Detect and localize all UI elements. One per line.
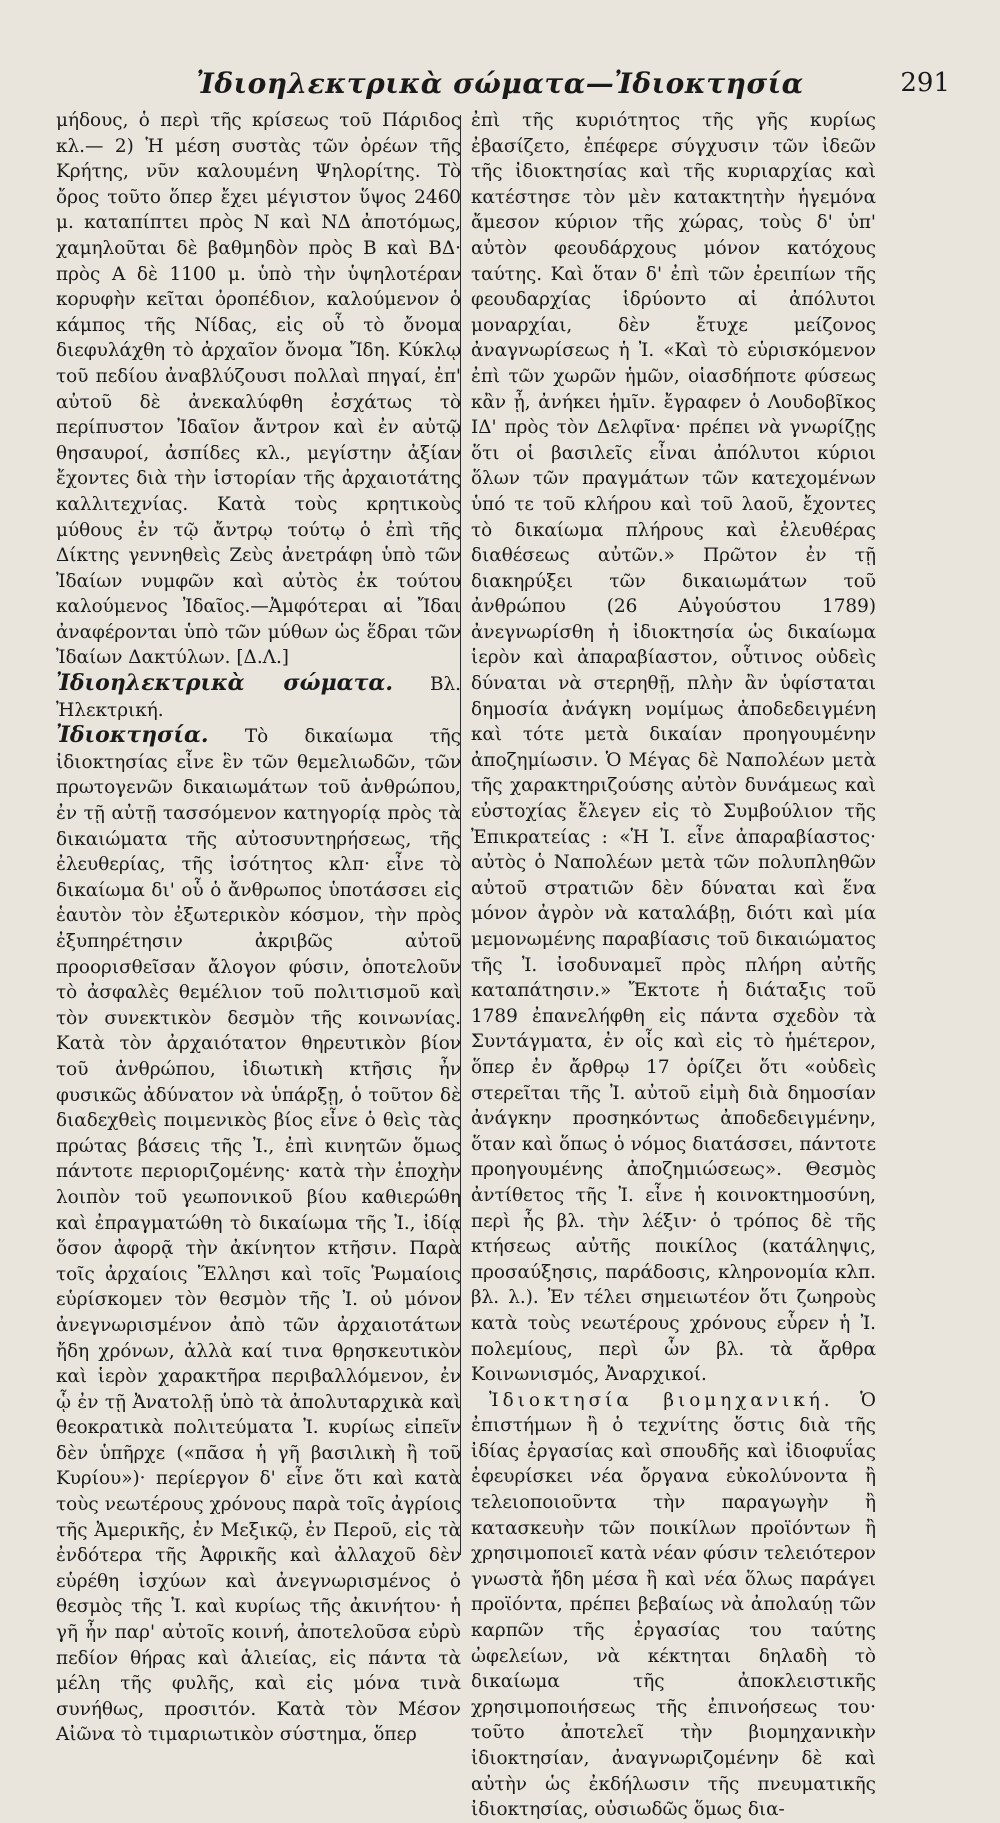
- page-header: [40, 52, 960, 100]
- headword: Ἰδιοκτησία.: [56, 722, 209, 749]
- paragraph-text: Βλ. Ἠλεκτρική.: [56, 674, 461, 721]
- entry-idioktisia-continuation: [471, 108, 876, 1388]
- paragraph-text: Τὸ δικαίωμα τῆς ἰδιοκτησίας εἶνε ἓν τῶν θεμελιωδῶν, τῶν πρωτογενῶν δικαιωμάτων τοῦ ἀνθρώπου, ἐν τῇ αὐτῇ τασσόμενον κατηγορίᾳ πρὸς τὰ δικαιώματα τῆς αὐτοσυντηρήσεως, τῆς ἐλευθερίας, τῆς ἰσότητος κλπ· εἶνε τὸ δικαίωμα δι' οὗ ὁ ἄνθρωπος ὑποτάσσει εἰς ἑαυτὸν τὸν ἐξωτερικὸν κόσμον, τὴν πρὸς ἐξυπηρέτησιν ἀκριβῶς αὐτοῦ προορισθεῖσαν ἄλογον φύσιν, ὁποτελοῦν τὸ ἀσφαλὲς θεμέλιον τοῦ πολιτισμοῦ καὶ τὸν συνεκτικὸν δεσμὸν τῆς κοινωνίας. Κατὰ τὸν ἀρχαιότατον θηρευτικὸν βίον τοῦ ἀνθρώπου, ἰδιωτικὴ κτῆσις ἦν φυσικῶς ἀδύνατον νὰ ὑπάρξῃ, ὁ τοῦτον δὲ διαδεχθεὶς ποιμενικὸς βίος εἶνε ὁ θεὶς τὰς πρώτας βάσεις τῆς Ἰ., ἐπὶ κινητῶν ὅμως πάντοτε περιοριζομένης· κατὰ τὴν ἐποχὴν λοιπὸν τοῦ γεωπονικοῦ βίου καθιερώθη καὶ ἐπραγματώθη τὸ δικαίωμα τῆς Ἰ., ἰδίᾳ ὅσον ἀφορᾷ τὴν ἀκίνητον κτῆσιν. Παρὰ τοῖς ἀρχαίοις Ἕλλησι καὶ τοῖς Ῥωμαίοις εὑρίσκομεν τὸν θεσμὸν τῆς Ἰ. οὐ μόνον ἀνεγνωρισμένον ἀπὸ τῶν ἀρχαιοτάτων ἤδη χρόνων, ἀλλὰ καί τινα θρησκευτικὸν καὶ ἱερὸν χαρακτῆρα περιβαλλόμενον, ἐν ᾧ ἐν τῇ Ἀνατολῇ ὑπὸ τὰ ἀπολυταρχικὰ καὶ θεοκρατικὰ πολιτεύματα Ἰ. κυρίως εἰπεῖν δὲν ὑπῆρχε («πᾶσα ἡ γῆ βασιλικὴ ἢ τοῦ Κυρίου»)· περίεργον δ' εἶνε ὅτι καὶ κατὰ τοὺς νεωτέρους χρόνους παρὰ τοῖς ἀγρίοις τῆς Ἀμερικῆς, ἐν Μεξικῷ, ἐν Περοῦ, εἰς τὰ ἐνδότερα τῆς Ἀφρικῆς καὶ ἀλλαχοῦ δὲν εὑρέθη ἰσχύων καὶ ἀνεγνωρισμένος ὁ θεσμὸς τῆς Ἰ. καὶ κυρίως τῆς ἀκινήτου· ἡ γῆ ἦν παρ' αὐτοῖς κοινή, ἀποτελοῦσα εὐρὺ πεδίον θήρας καὶ ἁλιείας, εἰς πάντα τὰ μέλη τῆς φυλῆς, καὶ εἰς μόνα τινὰ συνήθως, προσιτόν. Κατὰ τὸν Μέσον Αἰῶνα τὸ τιμαριωτικὸν σύστημα, ὅπερ: [56, 726, 461, 1746]
- page-number: 291: [900, 68, 950, 98]
- headword: Ἰδιοηλεκτρικὰ σώματα.: [56, 670, 393, 697]
- running-title: Ἰδιοηλεκτρικὰ σώματα—Ἰδιοκτησία: [196, 67, 804, 100]
- entry-idioktisia: [56, 723, 461, 1748]
- entry-idioelektrika: [56, 671, 461, 723]
- paragraph-text: μήδους, ὁ περὶ τῆς κρίσεως τοῦ Πάριδος κλ.— 2) Ἡ μέση συστὰς τῶν ὀρέων τῆς Κρήτης, νῦν καλουμένη Ψηλορίτης. Τὸ ὄρος τοῦτο ὅπερ ἔχει μέγιστον ὕψος 2460 μ. καταπίπτει πρὸς Ν καὶ ΝΔ ἀποτόμως, χαμηλοῦται δὲ βαθμηδὸν πρὸς Β καὶ ΒΔ· πρὸς Α δὲ 1100 μ. ὑπὸ τὴν ὑψηλοτέραν κορυφὴν κεῖται ὀροπέδιον, καλούμενον ὁ κάμπος τῆς Νίδας, εἰς οὗ τὸ ὄνομα διεφυλάχθη τὸ ἀρχαῖον ὄνομα Ἴδη. Κύκλῳ τοῦ πεδίου ἀναβλύζουσι πολλαὶ πηγαί, ἐπ' αὐτοῦ δὲ ἀνεκαλύφθη ἐσχάτως τὸ περίπυστον Ἰδαῖον ἄντρον καὶ ἐν αὐτῷ θησαυροί, ἀσπίδες κλ., μεγίστην ἀξίαν ἔχοντες διὰ τὴν ἱστορίαν τῆς ἀρχαιοτάτης καλλιτεχνίας. Κατὰ τοὺς κρητικοὺς μύθους ἐν τῷ ἄντρῳ τούτῳ ὁ ἐπὶ τῆς Δίκτης γεννηθεὶς Ζεὺς ἀνετράφη ὑπὸ τῶν Ἰδαίων νυμφῶν καὶ αὐτὸς ἐκ τούτου καλούμενος Ἰδαῖος.—Ἀμφότεραι αἱ Ἴδαι ἀναφέρονται ὑπὸ τῶν μύθων ὡς ἕδραι τῶν Ἰδαίων Δακτύλων. [Δ.Λ.]: [56, 110, 461, 669]
- entry-ida-continuation: [56, 108, 461, 671]
- paragraph-text: Ὁ ἐπιστήμων ἢ ὁ τεχνίτης ὅστις διὰ τῆς ἰδίας ἐργασίας καὶ σπουδῆς καὶ ἰδιοφυΐας ἐφευρίσκει νέα ὄργανα εὐκολύνοντα ἢ τελειοποιοῦντα τὴν παραγωγὴν ἢ κατασκευὴν τῶν ποικίλων προϊόντων ἢ χρησιμοποιεῖ κατὰ νέαν φύσιν τελειότερον γνωστὰ ἤδη μέσα ἢ καὶ νέα ὅλως παράγει προϊόντα, πρέπει βεβαίως νὰ ἀπολαύῃ τῶν καρπῶν τῆς ἐργασίας του ταύτης ὠφελείων, νὰ κέκτηται δηλαδὴ τὸ δικαίωμα τῆς ἀποκλειστικῆς χρησιμοποιήσεως τῆς ἐπινοήσεως του· τοῦτο ἀποτελεῖ τὴν βιομηχανικὴν ἰδιοκτησίαν, ἀναγνωριζομένην δὲ καὶ αὐτὴν ὡς ἐκδήλωσιν τῆς πνευματικῆς ἰδιοκτησίας, οὐσιωδῶς ὅμως δια-: [471, 1389, 876, 1821]
- right-column: [471, 108, 876, 1823]
- paragraph-text: ἐπὶ τῆς κυριότητος τῆς γῆς κυρίως ἐβασίζετο, ἐπέφερε σύγχυσιν τῶν ἰδεῶν τῆς ἰδιοκτησίας καὶ τῆς κυριαρχίας καὶ κατέστησε τὸν μὲν κατακτητὴν ἡγεμόνα ἄμεσον κύριον τῆς χώρας, τοὺς δ' ὑπ' αὐτὸν φεουδάρχους μόνον κατόχους ταύτης. Καὶ ὅταν δ' ἐπὶ τῶν ἐρειπίων τῆς φεουδαρχίας ἱδρύοντο αἱ ἀπόλυτοι μοναρχίαι, δὲν ἔτυχε μείζονος ἀναγνωρίσεως ἡ Ἰ. «Καὶ τὸ εὑρισκόμενον ἐπὶ τῶν χωρῶν ἡμῶν, οἱασδήποτε φύσεως κἂν ᾖ, ἀνήκει ἡμῖν. ἔγραφεν ὁ Λουδοβῖκος ΙΔ' πρὸς τὸν Δελφῖνα· πρέπει νὰ γνωρίζῃς ὅτι οἱ βασιλεῖς εἶναι ἀπόλυτοι κύριοι ὅλων τῶν πραγμάτων τῶν κατεχομένων ὑπό τε τοῦ κλήρου καὶ τοῦ λαοῦ, ἔχοντες τὸ δικαίωμα πλήρους καὶ ἐλευθέρας διαθέσεως αὐτῶν.» Πρῶτον ἐν τῇ διακηρύξει τῶν δικαιωμάτων τοῦ ἀνθρώπου (26 Αὐγούστου 1789) ἀνεγνωρίσθη ἡ ἰδιοκτησία ὡς δικαίωμα ἱερὸν καὶ ἀπαραβίαστον, οὗτινος οὐδεὶς δύναται νὰ στερηθῇ, πλὴν ἂν ὑφίσταται δημοσία ἀνάγκη νομίμως ἀποδεδειγμένη καὶ τότε μετὰ δικαίαν προηγουμένην ἀποζημίωσιν. Ὁ Μέγας δὲ Ναπολέων μετὰ τῆς χαρακτηριζούσης αὐτὸν δυνάμεως καὶ εὐστοχίας ἔλεγεν εἰς τὸ Συμβούλιον τῆς Ἐπικρατείας : «Ἡ Ἰ. εἶνε ἀπαραβίαστος· αὐτὸς ὁ Ναπολέων μετὰ τῶν πολυπληθῶν αὐτοῦ στρατιῶν δὲν δύναται καὶ ἕνα μόνον ἀγρὸν νὰ καταλάβῃ, διότι καὶ μία μεμονωμένης παραβίασις τοῦ δικαιώματος τῆς Ἰ. ἰσοδυναμεῖ πρὸς πλήρη αὐτῆς καταπάτησιν.» Ἔκτοτε ἡ διάταξις τοῦ 1789 ἐπανελήφθη εἰς πάντα σχεδὸν τὰ Συντάγματα, ἐν οἷς καὶ εἰς τὸ ἡμέτερον, ὅπερ ἐν ἄρθρῳ 17 ὁρίζει ὅτι «οὐδεὶς στερεῖται τῆς Ἰ. αὐτοῦ εἰμὴ διὰ δημοσίαν ἀνάγκην προσηκόντως ἀποδεδειγμένην, ὅταν καὶ ὅπως ὁ νόμος διατάσσει, πάντοτε προηγουμένης ἀποζημιώσεως». Θεσμὸς ἀντίθετος τῆς Ἰ. εἶνε ἡ κοινοκτημοσύνη, περὶ ἧς βλ. τὴν λέξιν· ὁ τρόπος δὲ τῆς κτήσεως αὐτῆς ποικίλος (κατάληψις, προσαύξησις, παράδοσις, κληρονομία κλπ. βλ. λ.). Ἐν τέλει σημειωτέον ὅτι ζωηροὺς κατὰ τοὺς νεωτέρους χρόνους εὗρεν ἡ Ἰ. πολεμίους, περὶ ὧν βλ. τὰ ἄρθρα Κοινωνισμός, Ἀναρχικοί.: [471, 110, 876, 1386]
- left-column: [56, 108, 461, 1748]
- entry-idioktisia-viomichaniki: [471, 1388, 876, 1823]
- subheadword: Ἰδιοκτησία βιομηχανική.: [489, 1389, 834, 1411]
